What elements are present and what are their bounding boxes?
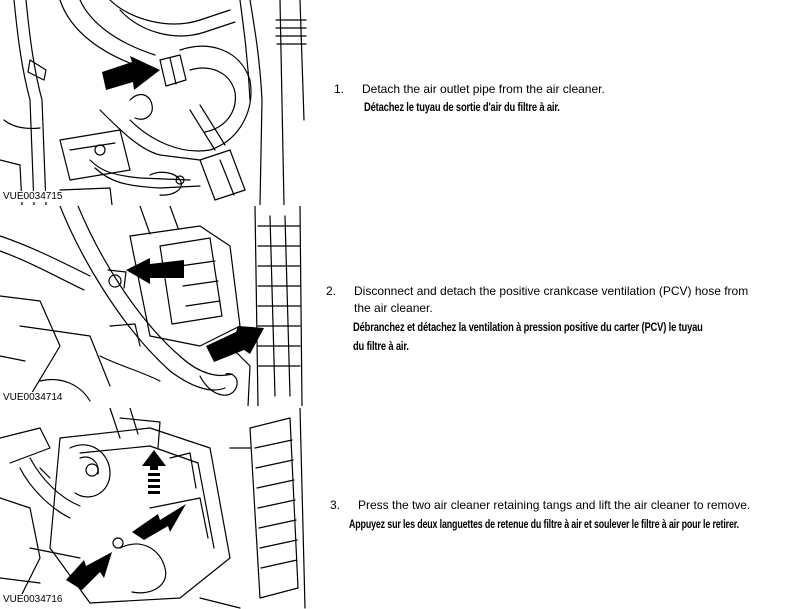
step-text-en-line1: Disconnect and detach the positive crankcase ventilation (PCV) hose from — [354, 284, 749, 298]
figure-2-pcv-hose — [0, 206, 318, 406]
step-text-en-line2: the air cleaner. — [354, 301, 433, 315]
step-text-en: Detach the air outlet pipe from the air cleaner. — [362, 82, 605, 96]
arrow-marker — [66, 552, 112, 590]
step-3 — [330, 498, 798, 538]
step-text-fr: Détachez le tuyau de sortie d'air du filtre à air. — [364, 100, 560, 114]
step-1 — [334, 82, 794, 122]
figure-code: VUE0034714 — [3, 392, 63, 403]
figure-code: VUE0034716 — [3, 594, 63, 605]
figure-3-air-cleaner-tangs — [0, 408, 318, 609]
step-number: 1. — [334, 82, 345, 96]
step-text-fr-line2: du filtre à air. — [353, 339, 409, 353]
figure-2-drawing — [0, 206, 318, 406]
figure-3-drawing — [0, 408, 318, 609]
arrow-marker — [206, 326, 264, 362]
figure-code: VUE0034715 — [3, 191, 63, 202]
arrow-marker — [102, 56, 160, 90]
step-2 — [326, 284, 796, 364]
figure-1-air-outlet-pipe — [0, 0, 318, 205]
step-number: 3. — [330, 498, 341, 512]
step-text-fr: Appuyez sur les deux languettes de retenue du filtre à air et soulever le filtre à air pour le retirer. — [349, 517, 739, 531]
step-text-fr-line1: Débranchez et détachez la ventilation à pression positive du carter (PCV) le tuyau — [353, 320, 703, 334]
arrow-marker — [132, 504, 186, 540]
figure-1-drawing — [0, 0, 318, 205]
lift-arrow — [142, 450, 166, 494]
step-text-en: Press the two air cleaner retaining tangs and lift the air cleaner to remove. — [358, 498, 751, 512]
step-number: 2. — [326, 284, 337, 298]
